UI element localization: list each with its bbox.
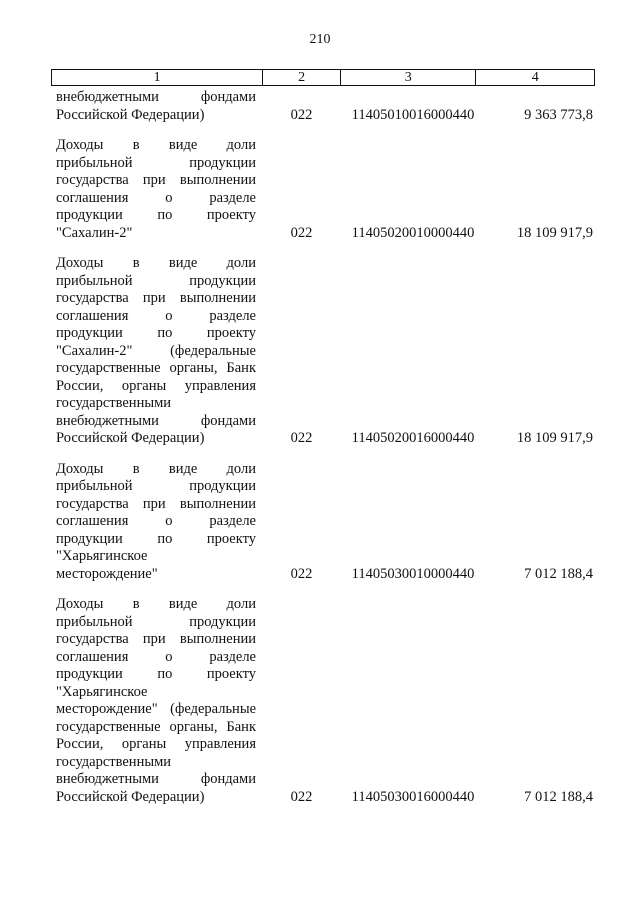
description-line: Российской Федерации)	[56, 430, 205, 446]
row-budget-code: 11405030010000440	[351, 565, 475, 582]
row-budget-code: 11405020016000440	[351, 430, 475, 446]
table-row	[51, 461, 595, 584]
header-col-1: 1	[52, 70, 263, 85]
description-line: прибыльной продукции	[56, 478, 256, 494]
description-line: соглашения о разделе	[56, 513, 256, 529]
description-line: России, органы управления	[56, 377, 256, 394]
row-budget-code: 11405010016000440	[351, 106, 475, 123]
row-admin-code: 022	[290, 430, 313, 446]
header-col-2: 2	[263, 70, 341, 85]
row-amount: 18 109 917,9	[516, 430, 593, 446]
description-line: соглашения о разделе	[56, 307, 256, 324]
row-description	[51, 461, 256, 584]
row-description	[51, 596, 256, 806]
description-line: прибыльной продукции	[56, 272, 256, 289]
description-line: Доходы в виде доли	[56, 460, 256, 477]
row-budget-code: 11405030016000440	[351, 788, 475, 805]
description-line: "Харьягинское	[56, 548, 148, 564]
table-row	[51, 255, 595, 448]
description-line: соглашения о разделе	[56, 189, 256, 206]
table-row	[51, 137, 595, 242]
row-amount: 7 012 188,4	[524, 565, 593, 582]
row-description	[51, 137, 256, 242]
description-line: "Сахалин-2"	[56, 224, 133, 241]
description-line: внебюджетными фондами	[56, 412, 256, 429]
row-description	[51, 255, 256, 448]
description-line: прибыльной продукции	[56, 154, 256, 171]
row-admin-code: 022	[290, 106, 313, 123]
description-line: государственными	[56, 395, 172, 411]
description-line: Доходы в виде доли	[56, 137, 256, 153]
description-line: продукции по проекту	[56, 325, 256, 341]
header-col-4: 4	[531, 70, 539, 85]
description-line: государства при выполнении	[56, 631, 256, 647]
row-amount: 9 363 773,8	[524, 106, 593, 123]
row-amount: 7 012 188,4	[524, 788, 593, 805]
description-line: государственные органы, Банк	[56, 718, 256, 735]
page-number: 210	[309, 32, 331, 47]
description-line: месторождение" (федеральные	[56, 701, 256, 717]
description-line: продукции по проекту	[56, 207, 256, 223]
table-row	[51, 596, 595, 806]
row-description	[51, 89, 256, 124]
row-admin-code: 022	[290, 788, 313, 805]
header-col-3: 3	[341, 70, 477, 85]
row-amount: 18 109 917,9	[516, 224, 593, 241]
table-row	[51, 89, 595, 124]
description-line: государства при выполнении	[56, 495, 256, 512]
description-line: продукции по проекту	[56, 530, 256, 547]
description-line: Доходы в виде доли	[56, 255, 256, 271]
description-line: "Сахалин-2" (федеральные	[56, 342, 256, 359]
table-body	[51, 86, 595, 819]
description-line: "Харьягинское	[56, 683, 148, 700]
description-line: государственные органы, Банк	[56, 360, 256, 376]
description-line: внебюджетными фондами	[56, 771, 256, 787]
table-header	[51, 69, 595, 86]
description-line: соглашения о разделе	[56, 648, 256, 665]
description-line: прибыльной продукции	[56, 613, 256, 630]
description-line: государственными	[56, 753, 172, 770]
description-line: внебюджетными фондами	[56, 89, 256, 105]
description-line: Российской Федерации)	[56, 788, 205, 805]
description-line: Доходы в виде доли	[56, 596, 256, 612]
row-budget-code: 11405020010000440	[351, 224, 475, 241]
description-line: государства при выполнении	[56, 290, 256, 306]
description-line: России, органы управления	[56, 736, 256, 752]
row-admin-code: 022	[290, 565, 313, 582]
description-line: Российской Федерации)	[56, 106, 205, 123]
row-admin-code: 022	[290, 224, 313, 241]
description-line: продукции по проекту	[56, 666, 256, 682]
description-line: месторождение"	[56, 565, 158, 582]
description-line: государства при выполнении	[56, 172, 256, 188]
